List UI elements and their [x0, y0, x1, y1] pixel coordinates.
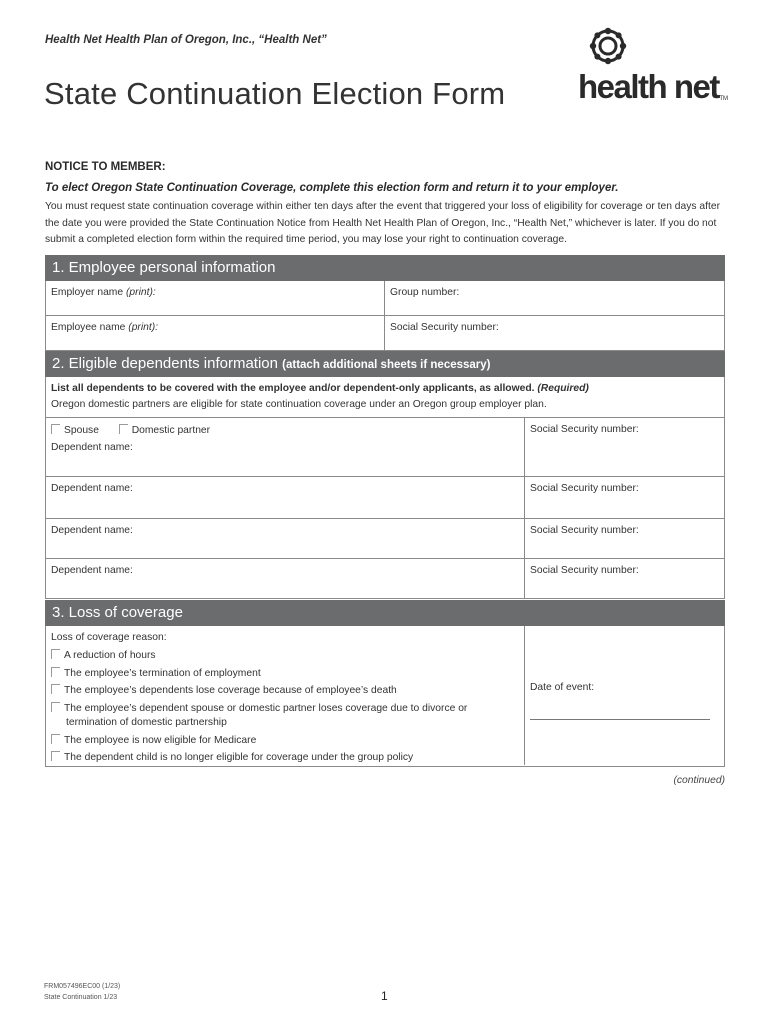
loss-option-termination[interactable]	[51, 667, 261, 680]
page-number: 1	[381, 989, 388, 1003]
medicare-label: The employee is now eligible for Medicare	[64, 735, 257, 746]
dependent-ssn-label: Social Security number:	[530, 525, 639, 536]
notice-subheading: To elect Oregon State Continuation Coverage, complete this election form and return it to your employer.	[45, 182, 619, 194]
section-3-box	[45, 626, 725, 767]
loss-reason-area	[46, 626, 525, 765]
dependent-ssn-label: Social Security number:	[530, 483, 639, 494]
reduction-label: A reduction of hours	[64, 650, 156, 661]
section-1-header	[45, 255, 725, 281]
dependent-name-field-3[interactable]	[46, 519, 525, 559]
group-number-field[interactable]	[385, 281, 724, 316]
loss-option-child[interactable]	[51, 751, 413, 764]
company-name: Health Net Health Plan of Oregon, Inc., “Health Net”	[45, 34, 327, 46]
date-of-event-line[interactable]	[530, 719, 710, 720]
section-1-title: 1. Employee personal information	[52, 259, 276, 276]
spouse-checkbox[interactable]	[51, 424, 60, 434]
section-2-box	[45, 377, 725, 599]
form-title: State Continuation Election Form	[44, 76, 506, 111]
employer-name-field[interactable]	[46, 281, 385, 316]
death-checkbox[interactable]	[51, 684, 60, 694]
termination-label: The employee’s termination of employment	[64, 668, 261, 679]
dependents-instruction	[46, 377, 724, 418]
dependent-name-label: Dependent name:	[51, 483, 133, 494]
spouse-label: Spouse	[64, 425, 99, 436]
child-checkbox[interactable]	[51, 751, 60, 761]
section-3-title: 3. Loss of coverage	[52, 604, 183, 621]
termination-checkbox[interactable]	[51, 667, 60, 677]
dependent-name-label: Dependent name:	[51, 565, 133, 576]
child-label: The dependent child is no longer eligible for coverage under the group policy	[64, 752, 414, 763]
notice-heading: NOTICE TO MEMBER:	[45, 161, 166, 173]
loss-reason-label: Loss of coverage reason:	[51, 632, 167, 643]
employee-print-label: (print):	[128, 322, 159, 333]
logo-trademark: TM	[719, 96, 728, 102]
employer-name-label: Employer name	[51, 287, 124, 298]
employee-ssn-label: Social Security number:	[390, 322, 499, 333]
divorce-label: The employee’s dependent spouse or domestic partner loses coverage due to divorce or	[64, 703, 468, 714]
dependent-name-field-1[interactable]	[46, 418, 525, 477]
divorce-checkbox[interactable]	[51, 702, 60, 712]
date-of-event-label: Date of event:	[530, 682, 595, 693]
section-1-box	[45, 281, 725, 351]
domestic-partner-label: Domestic partner	[131, 425, 211, 436]
section-2-title: 2. Eligible dependents information	[52, 355, 278, 372]
employee-ssn-field[interactable]	[385, 316, 724, 350]
employee-name-label: Employee name	[51, 322, 126, 333]
dependent-ssn-field-4[interactable]	[525, 559, 724, 598]
reduction-checkbox[interactable]	[51, 649, 60, 659]
health-net-logo	[578, 26, 728, 106]
loss-option-divorce-cont: termination of domestic partnership	[66, 717, 227, 728]
employee-name-field[interactable]	[46, 316, 385, 350]
dependents-instruction-text: List all dependents to be covered with the employee and/or dependent-only applicants, as allowed.	[51, 383, 535, 394]
domestic-partner-checkbox[interactable]	[119, 424, 128, 434]
medicare-checkbox[interactable]	[51, 734, 60, 744]
loss-option-death[interactable]	[51, 684, 397, 697]
loss-option-divorce[interactable]	[51, 702, 467, 715]
form-code: FRM057496EC00 (1/23)	[44, 983, 121, 990]
date-of-event-field[interactable]	[525, 626, 724, 765]
employer-print-label: (print):	[125, 287, 156, 298]
continued-note: (continued)	[673, 775, 725, 786]
notice-body: You must request state continuation coverage within either ten days after the event that triggered your loss of eligibility for coverage or ten days after the date you were provided the State Continuation Notice from Health Net Health Plan of Oregon, Inc., “Health Net,” whichever is later. If you do not submit a completed election form within the required time period, you may lose your right to continuation coverage.	[45, 201, 721, 245]
domestic-partner-note: Oregon domestic partners are eligible for state continuation coverage under an Oregon group employer plan.	[51, 399, 547, 410]
dependent-name-field-4[interactable]	[46, 559, 525, 598]
form-name: State Continuation 1/23	[44, 994, 118, 1001]
dependents-required-label: (Required)	[537, 383, 589, 394]
dependent-ssn-label: Social Security number:	[530, 565, 639, 576]
logo-wordmark: health net	[578, 68, 719, 105]
dependent-name-label: Dependent name:	[51, 525, 133, 536]
death-label: The employee’s dependents lose coverage because of employee’s death	[64, 685, 397, 696]
section-3-header	[45, 600, 725, 626]
dependent-name-field-2[interactable]	[46, 477, 525, 519]
dependent-ssn-field-2[interactable]	[525, 477, 724, 519]
dependent-ssn-field-1[interactable]	[525, 418, 724, 477]
dependent-ssn-label: Social Security number:	[530, 424, 639, 435]
section-2-title-note: (attach additional sheets if necessary)	[282, 359, 491, 371]
section-2-header	[45, 351, 725, 377]
loss-option-medicare[interactable]	[51, 734, 256, 747]
logo-emblem-icon	[586, 26, 630, 66]
dependent-name-label: Dependent name:	[51, 442, 133, 453]
dependent-ssn-field-3[interactable]	[525, 519, 724, 559]
group-number-label: Group number:	[390, 287, 460, 298]
loss-option-reduction[interactable]	[51, 649, 156, 662]
